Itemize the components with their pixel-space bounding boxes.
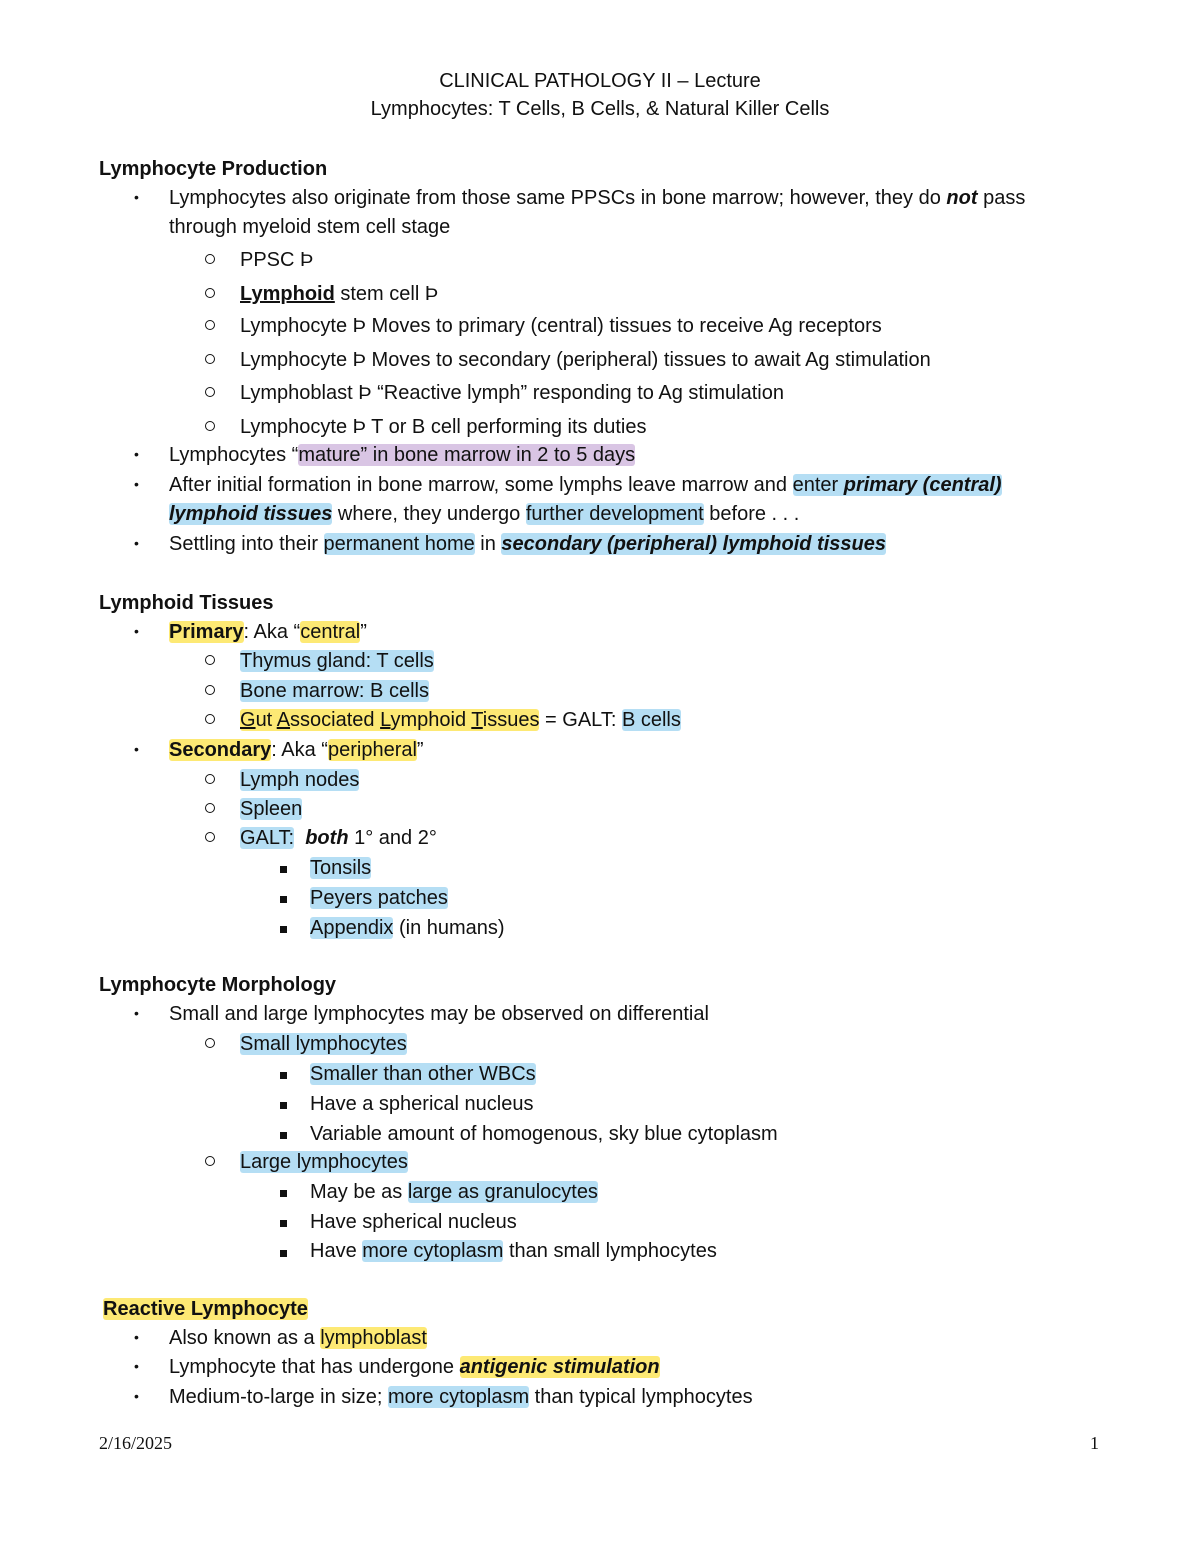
underlined-letter: G	[240, 709, 256, 731]
list-item	[240, 648, 434, 674]
underlined-letter: T	[471, 709, 483, 731]
text-run: Lymphocytes also originate from those same PPSCs in bone marrow; however, they do	[169, 187, 947, 209]
list-item	[240, 796, 302, 822]
footer-date: 2/16/2025	[99, 1433, 173, 1453]
bullet-icon: •	[134, 1005, 139, 1021]
list-item	[169, 531, 886, 557]
circle-bullet-icon	[205, 1156, 215, 1166]
text-run: 1° and 2°	[348, 827, 437, 849]
circle-bullet-icon	[205, 832, 215, 842]
list-item	[240, 281, 438, 307]
text-run: ut	[255, 709, 277, 731]
highlighted-text	[240, 709, 539, 731]
list-item	[240, 767, 359, 793]
text-run: (in humans)	[393, 917, 505, 939]
list-item	[310, 915, 505, 941]
emphasis-text: primary (central)	[843, 474, 1002, 496]
bullet-icon: •	[134, 446, 139, 462]
list-item	[169, 1325, 427, 1351]
text-run: before . . .	[703, 503, 800, 525]
highlighted-text: lymphoblast	[320, 1327, 427, 1349]
square-bullet-icon	[280, 866, 287, 873]
highlighted-text: mature” in bone marrow in 2 to 5 days	[298, 444, 636, 466]
circle-bullet-icon	[205, 421, 215, 431]
highlighted-text: more cytoplasm	[362, 1240, 504, 1262]
highlighted-text: Secondary	[169, 739, 272, 761]
list-item: PPSC Þ	[240, 249, 314, 271]
list-item	[169, 1354, 660, 1380]
text-run: enter	[792, 474, 844, 496]
highlighted-text: central	[300, 621, 361, 643]
highlighted-text: Reactive Lymphocyte	[103, 1298, 308, 1320]
text-run: Have	[310, 1240, 363, 1262]
underlined-letter: L	[380, 709, 391, 731]
bullet-icon: •	[134, 1358, 139, 1374]
highlighted-text: permanent home	[323, 533, 475, 555]
list-item	[310, 885, 448, 911]
highlighted-text: Lymph nodes	[240, 769, 360, 791]
text-run: stem cell Þ	[334, 283, 439, 305]
text-run: than typical lymphocytes	[529, 1386, 753, 1408]
circle-bullet-icon	[205, 320, 215, 330]
text-run: ”	[360, 621, 367, 643]
text-run: ”	[416, 739, 424, 761]
text-run: ssociated	[290, 709, 381, 731]
list-item: Variable amount of homogenous, sky blue cytoplasm	[310, 1123, 778, 1145]
square-bullet-icon	[280, 1250, 287, 1257]
circle-bullet-icon	[205, 655, 215, 665]
square-bullet-icon	[280, 896, 287, 903]
square-bullet-icon	[280, 1220, 287, 1227]
highlighted-text: more cytoplasm	[387, 1386, 530, 1408]
text-run: ymphoid	[390, 709, 472, 731]
list-item-continuation: through myeloid stem cell stage	[169, 216, 451, 238]
list-item-continuation	[169, 501, 799, 527]
bullet-icon: •	[134, 741, 139, 757]
text-run: : Aka “	[243, 621, 301, 643]
underlined-letter: A	[276, 709, 291, 731]
highlighted-text: Large lymphocytes	[240, 1151, 408, 1173]
square-bullet-icon	[280, 1072, 287, 1079]
section-heading-lymphocyte-production: Lymphocyte Production	[99, 158, 328, 180]
bullet-icon: •	[134, 1329, 139, 1345]
bullet-icon: •	[134, 189, 139, 205]
list-item	[310, 1238, 717, 1264]
list-item: Lymphocyte Þ Moves to primary (central) tissues to receive Ag receptors	[240, 315, 882, 337]
list-item: Have a spherical nucleus	[310, 1093, 534, 1115]
circle-bullet-icon	[205, 354, 215, 364]
highlighted-text: large as granulocytes	[407, 1181, 598, 1203]
page-number: 1	[1090, 1433, 1099, 1453]
text-run: where, they undergo	[332, 503, 526, 525]
highlighted-text: antigenic stimulation	[459, 1356, 660, 1378]
circle-bullet-icon	[205, 288, 215, 298]
list-item	[169, 1384, 753, 1410]
list-item	[310, 855, 371, 881]
circle-bullet-icon	[205, 803, 215, 813]
emphasis-text: not	[946, 187, 978, 209]
circle-bullet-icon	[205, 685, 215, 695]
document-title: CLINICAL PATHOLOGY II – Lecture	[439, 70, 761, 92]
list-item: Lymphocyte Þ Moves to secondary (peripheral) tissues to await Ag stimulation	[240, 349, 931, 371]
list-item: Small and large lymphocytes may be observed on differential	[169, 1003, 709, 1025]
highlighted-text: Smaller than other WBCs	[310, 1063, 536, 1085]
text-run: Settling into their	[169, 533, 324, 555]
highlighted-text: Spleen	[240, 798, 303, 820]
highlighted-text: Bone marrow: B cells	[240, 680, 429, 702]
text-run: After initial formation in bone marrow, some lymphs leave marrow and	[169, 474, 793, 496]
document-subtitle: Lymphocytes: T Cells, B Cells, & Natural Killer Cells	[370, 98, 830, 120]
list-item	[169, 442, 635, 468]
highlighted-text: Tonsils	[310, 857, 372, 879]
bullet-icon: •	[134, 476, 139, 492]
highlighted-text: secondary (peripheral) lymphoid tissues	[501, 533, 886, 555]
list-item	[240, 1149, 408, 1175]
emphasis-text: both	[305, 827, 349, 849]
highlighted-text	[793, 474, 1002, 496]
square-bullet-icon	[280, 1102, 287, 1109]
list-item	[240, 825, 437, 851]
highlighted-text: lymphoid tissues	[169, 503, 333, 525]
circle-bullet-icon	[205, 387, 215, 397]
text-run: than small lymphocytes	[503, 1240, 717, 1262]
square-bullet-icon	[280, 1190, 287, 1197]
bullet-icon: •	[134, 1388, 139, 1404]
section-heading-lymphoid-tissues: Lymphoid Tissues	[99, 592, 274, 614]
text-run: issues	[482, 709, 540, 731]
circle-bullet-icon	[205, 254, 215, 264]
text-run: May be as	[310, 1181, 408, 1203]
list-item: Lymphocyte Þ T or B cell performing its duties	[240, 416, 647, 438]
highlighted-text: peripheral	[327, 739, 417, 761]
text-run: Lymphocyte that has undergone	[169, 1356, 460, 1378]
section-heading-reactive-lymphocyte	[103, 1296, 308, 1322]
highlighted-text: further development	[525, 503, 704, 525]
section-heading-lymphocyte-morphology: Lymphocyte Morphology	[99, 974, 337, 996]
square-bullet-icon	[280, 926, 287, 933]
highlighted-text: Thymus gland: T cells	[240, 650, 434, 672]
list-item	[310, 1179, 598, 1205]
highlighted-text: Peyers patches	[310, 887, 448, 909]
highlighted-text: Primary	[169, 621, 244, 643]
text-run: Medium-to-large in size;	[169, 1386, 388, 1408]
text-run: : Aka “	[271, 739, 328, 761]
list-item	[240, 1031, 407, 1057]
list-item	[240, 707, 681, 733]
circle-bullet-icon	[205, 714, 215, 724]
highlighted-text: Small lymphocytes	[240, 1033, 407, 1055]
list-item: Lymphoblast Þ “Reactive lymph” responding to Ag stimulation	[240, 382, 784, 404]
circle-bullet-icon	[205, 1038, 215, 1048]
square-bullet-icon	[280, 1132, 287, 1139]
text-run: = GALT:	[539, 709, 622, 731]
bullet-icon: •	[134, 535, 139, 551]
list-item	[169, 619, 367, 645]
list-item: Have spherical nucleus	[310, 1211, 517, 1233]
list-item	[169, 472, 1002, 498]
list-item	[310, 1061, 536, 1087]
bullet-icon: •	[134, 623, 139, 639]
list-item	[169, 737, 424, 763]
underlined-term: Lymphoid	[240, 283, 335, 305]
highlighted-text: Appendix	[310, 917, 394, 939]
text-run: Also known as a	[169, 1327, 321, 1349]
text-run: Lymphocytes “	[169, 444, 299, 466]
text-run: pass	[977, 187, 1026, 209]
list-item	[169, 185, 1025, 211]
circle-bullet-icon	[205, 774, 215, 784]
highlighted-text: GALT:	[240, 827, 295, 849]
text-run: in	[474, 533, 502, 555]
highlighted-text: B cells	[621, 709, 681, 731]
list-item	[240, 678, 429, 704]
